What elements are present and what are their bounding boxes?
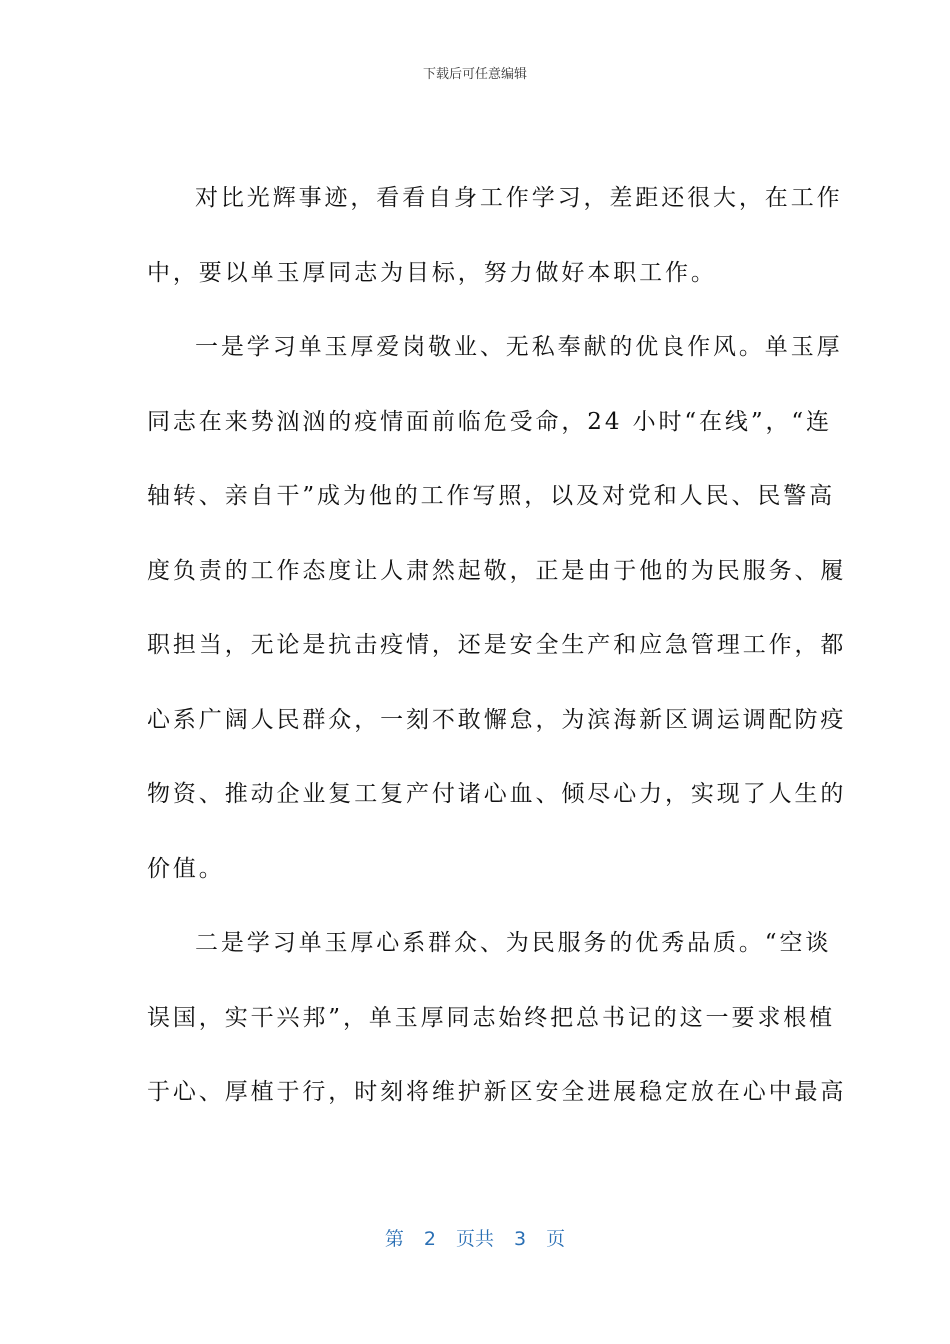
paragraph-line: 对比光辉事迹，看看自身工作学习，差距还很大，在工作 [195,185,843,211]
footer-total-pages: 3 [514,1228,527,1250]
paragraph-line: 心系广阔人民群众，一刻不敢懈怠，为滨海新区调运调配防疫 [147,706,847,733]
paragraph-line: 轴转、亲自干”成为他的工作写照，以及对党和人民、民警高 [147,483,836,509]
page-header: 下载后可任意编辑 [422,67,527,82]
footer-middle: 页共 [455,1228,494,1250]
paragraph-line: 职担当，无论是抗击疫情，还是安全生产和应急管理工作，都 [147,632,847,658]
footer-suffix: 页 [546,1228,566,1250]
paragraph-line: 中，要以单玉厚同志为目标，努力做好本职工作。 [147,259,717,286]
footer-current-page: 2 [423,1228,436,1250]
paragraph-line: 二是学习单玉厚心系群众、为民服务的优秀品质。“空谈 [195,930,832,956]
paragraph-line: 误国，实干兴邦”，单玉厚同志始终把总书记的这一要求根植 [147,1004,836,1031]
paragraph-line: 物资、推动企业复工复产付诸心血、倾尽心力，实现了人生的 [147,781,847,807]
paragraph-line: 价值。 [147,855,225,882]
paragraph-line: 度负责的工作态度让人肃然起敬，正是由于他的为民服务、履 [147,557,847,584]
paragraph-line: 于心、厚植于行，时刻将维护新区安全进展稳定放在心中最高 [147,1079,847,1105]
footer-prefix: 第 [384,1228,404,1250]
paragraph-line: 同志在来势汹汹的疫情面前临危受命，24 小时“在线”，“连 [147,408,832,435]
paragraph-line: 一是学习单玉厚爱岗敬业、无私奉献的优良作风。单玉厚 [195,334,843,360]
page-footer [0,1226,950,1252]
